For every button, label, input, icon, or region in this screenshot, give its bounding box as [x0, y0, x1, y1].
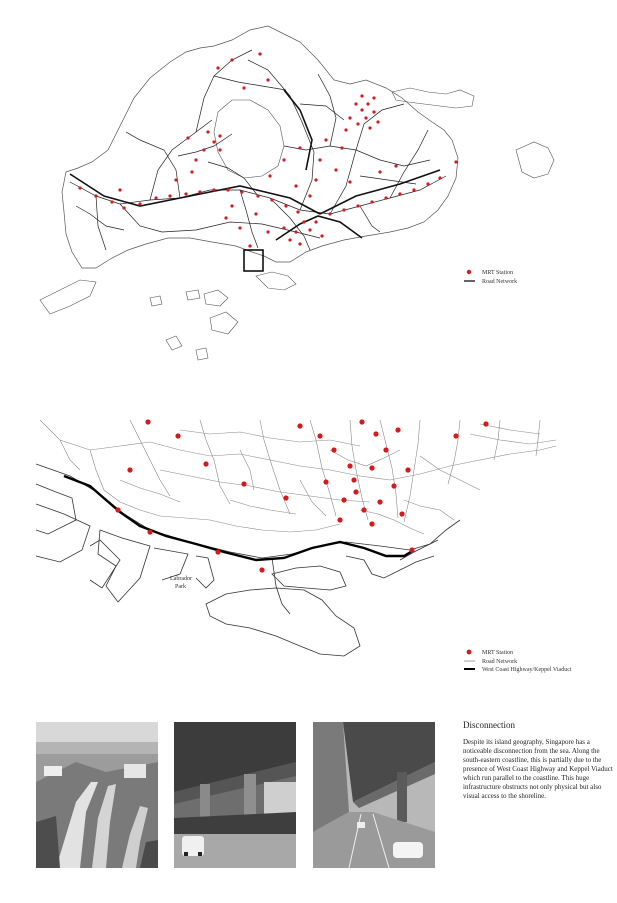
- southern-island-4: [150, 296, 162, 306]
- detail-map-legend: [464, 650, 572, 673]
- pulau-ubin: [392, 88, 474, 108]
- expressways: [70, 90, 440, 240]
- labrador-label-line2: Park: [175, 584, 186, 590]
- legend-station-dot: [467, 270, 471, 274]
- mrt-stations-detail: [115, 419, 488, 572]
- viaduct-underpass-photo: [174, 722, 296, 868]
- southern-island-3: [210, 312, 238, 334]
- coastline-detail: [36, 464, 460, 656]
- road-network: [70, 50, 446, 250]
- west-coast-highway-keppel-viaduct: [64, 476, 414, 560]
- southern-island-2: [186, 290, 200, 300]
- south-coast-detail-map: [0, 410, 617, 690]
- legend-station-label: MRT Station: [482, 650, 514, 656]
- legend-station-label: MRT Station: [482, 270, 514, 276]
- southern-island-5: [166, 336, 182, 350]
- legend-station-dot: [467, 650, 472, 655]
- highway-aerial-photo: [36, 722, 158, 868]
- legend-road-label: Road Network: [482, 279, 518, 285]
- western-reclaimed-land: [40, 280, 96, 314]
- pulau-tekong: [516, 142, 554, 178]
- disconnection-text-block: [463, 720, 615, 801]
- section-body: Despite its island geography, Singapore has a noticeable disconnection from the sea. Along the south-eastern coastline, this is partially due to the presence of West Coast Highway and Keppel Viaduct which run parallel to the coastline. This huge infrastructure obstructs not only physical but also visual access to the shoreline.: [463, 738, 613, 800]
- viaduct-road-photo: [313, 722, 435, 868]
- singapore-island-map: [0, 0, 617, 400]
- island-coastline: [62, 26, 458, 268]
- legend-highway-label: West Coast Highway/Keppel Viaduct: [482, 667, 572, 673]
- top-map-legend: [464, 270, 517, 285]
- section-title: Disconnection: [463, 720, 515, 730]
- southern-island-6: [196, 348, 208, 360]
- legend-road-label: Road Network: [482, 659, 518, 665]
- area-of-interest-box: [244, 250, 263, 271]
- road-network-detail: [40, 420, 556, 534]
- labrador-label-line1: Labrador: [170, 576, 192, 582]
- sentosa-outline: [256, 272, 296, 290]
- sentosa-island: [206, 588, 360, 656]
- southern-island-1: [204, 290, 228, 306]
- mrt-stations-top: [78, 52, 457, 247]
